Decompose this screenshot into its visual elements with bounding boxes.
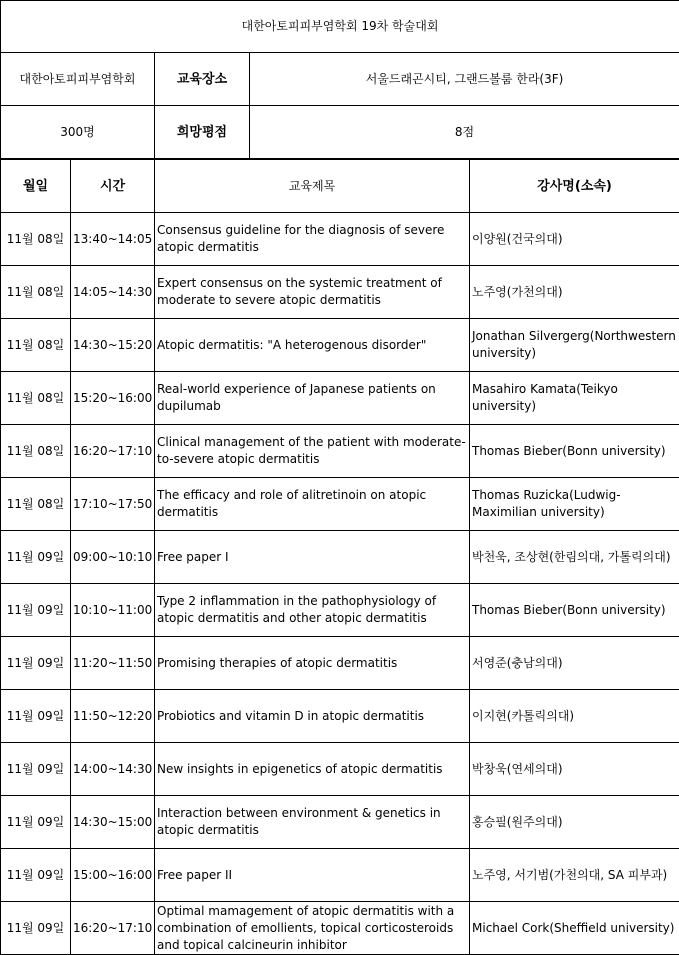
points-label: 희망평점: [155, 106, 250, 159]
session-title: Expert consensus on the systemic treatment of moderate to severe atopic dermatitis: [155, 266, 470, 319]
session-time: 14:05~14:30: [71, 266, 155, 319]
session-time: 17:10~17:50: [71, 478, 155, 531]
session-date: 11월 09일: [1, 902, 71, 955]
session-speaker: Thomas Bieber(Bonn university): [470, 584, 679, 637]
session-date: 11월 08일: [1, 319, 71, 372]
session-title: New insights in epigenetics of atopic dermatitis: [155, 743, 470, 796]
schedule-body: [1, 213, 679, 955]
session-date: 11월 09일: [1, 584, 71, 637]
session-date: 11월 09일: [1, 849, 71, 902]
session-time: 14:30~15:00: [71, 796, 155, 849]
table-row: [1, 690, 679, 743]
session-time: 16:20~17:10: [71, 425, 155, 478]
session-time: 16:20~17:10: [71, 902, 155, 955]
header-speaker: 강사명(소속): [470, 160, 679, 213]
session-title: Optimal mamagement of atopic dermatitis with a combination of emollients, topical corticosteroids and topical calcineurin inhibitor: [155, 902, 470, 955]
table-row: [1, 531, 679, 584]
session-time: 11:50~12:20: [71, 690, 155, 743]
session-title: Free paper II: [155, 849, 470, 902]
session-date: 11월 09일: [1, 796, 71, 849]
header-time: 시간: [71, 160, 155, 213]
session-title: Free paper I: [155, 531, 470, 584]
table-row: [1, 902, 679, 955]
table-row: [1, 319, 679, 372]
session-title: Consensus guideline for the diagnosis of severe atopic dermatitis: [155, 213, 470, 266]
session-speaker: 이양원(건국의대): [470, 213, 679, 266]
session-time: 14:00~14:30: [71, 743, 155, 796]
table-row: [1, 372, 679, 425]
session-date: 11월 08일: [1, 372, 71, 425]
session-date: 11월 08일: [1, 266, 71, 319]
table-row: [1, 743, 679, 796]
session-speaker: 노주영(가천의대): [470, 266, 679, 319]
session-speaker: 박천욱, 조상현(한림의대, 가톨릭의대): [470, 531, 679, 584]
table-row: [1, 796, 679, 849]
table-row: [1, 425, 679, 478]
session-title: Promising therapies of atopic dermatitis: [155, 637, 470, 690]
session-time: 10:10~11:00: [71, 584, 155, 637]
session-title: Interaction between environment & genetics in atopic dermatitis: [155, 796, 470, 849]
session-time: 11:20~11:50: [71, 637, 155, 690]
session-title: Real-world experience of Japanese patients on dupilumab: [155, 372, 470, 425]
capacity: 300명: [1, 106, 155, 159]
session-speaker: 서영준(충남의대): [470, 637, 679, 690]
session-date: 11월 08일: [1, 213, 71, 266]
session-title: Probiotics and vitamin D in atopic dermatitis: [155, 690, 470, 743]
session-date: 11월 09일: [1, 637, 71, 690]
session-time: 15:20~16:00: [71, 372, 155, 425]
session-title: Type 2 inflammation in the pathophysiology of atopic dermatitis and other atopic dermatitis: [155, 584, 470, 637]
session-date: 11월 08일: [1, 425, 71, 478]
session-title: The efficacy and role of alitretinoin on atopic dermatitis: [155, 478, 470, 531]
table-row: [1, 637, 679, 690]
header-date: 월일: [1, 160, 71, 213]
venue: 서울드래곤시티, 그랜드볼룸 한라(3F): [250, 53, 679, 106]
event-info-table: [0, 0, 679, 159]
organizer: 대한아토피피부염학회: [1, 53, 155, 106]
points: 8점: [250, 106, 679, 159]
schedule-header-row: [1, 160, 679, 213]
schedule-table: [0, 159, 679, 955]
session-time: 13:40~14:05: [71, 213, 155, 266]
session-time: 09:00~10:10: [71, 531, 155, 584]
table-row: [1, 849, 679, 902]
table-row: [1, 478, 679, 531]
header-title: 교육제목: [155, 160, 470, 213]
session-title: Clinical management of the patient with moderate-to-severe atopic dermatitis: [155, 425, 470, 478]
table-row: [1, 584, 679, 637]
session-speaker: Jonathan Silvergerg(Northwestern university): [470, 319, 679, 372]
session-speaker: Thomas Bieber(Bonn university): [470, 425, 679, 478]
table-row: [1, 266, 679, 319]
session-date: 11월 09일: [1, 690, 71, 743]
session-date: 11월 09일: [1, 531, 71, 584]
session-date: 11월 08일: [1, 478, 71, 531]
session-time: 14:30~15:20: [71, 319, 155, 372]
session-speaker: 노주영, 서기범(가천의대, SA 피부과): [470, 849, 679, 902]
session-speaker: Michael Cork(Sheffield university): [470, 902, 679, 955]
session-date: 11월 09일: [1, 743, 71, 796]
session-speaker: 이지현(카톨릭의대): [470, 690, 679, 743]
event-title: 대한아토피피부염학회 19차 학술대회: [1, 1, 679, 53]
session-title: Atopic dermatitis: "A heterogenous disorder": [155, 319, 470, 372]
session-time: 15:00~16:00: [71, 849, 155, 902]
session-speaker: 박창욱(연세의대): [470, 743, 679, 796]
table-row: [1, 213, 679, 266]
session-speaker: Masahiro Kamata(Teikyo university): [470, 372, 679, 425]
venue-label: 교육장소: [155, 53, 250, 106]
session-speaker: Thomas Ruzicka(Ludwig-Maximilian university): [470, 478, 679, 531]
session-speaker: 홍승필(원주의대): [470, 796, 679, 849]
